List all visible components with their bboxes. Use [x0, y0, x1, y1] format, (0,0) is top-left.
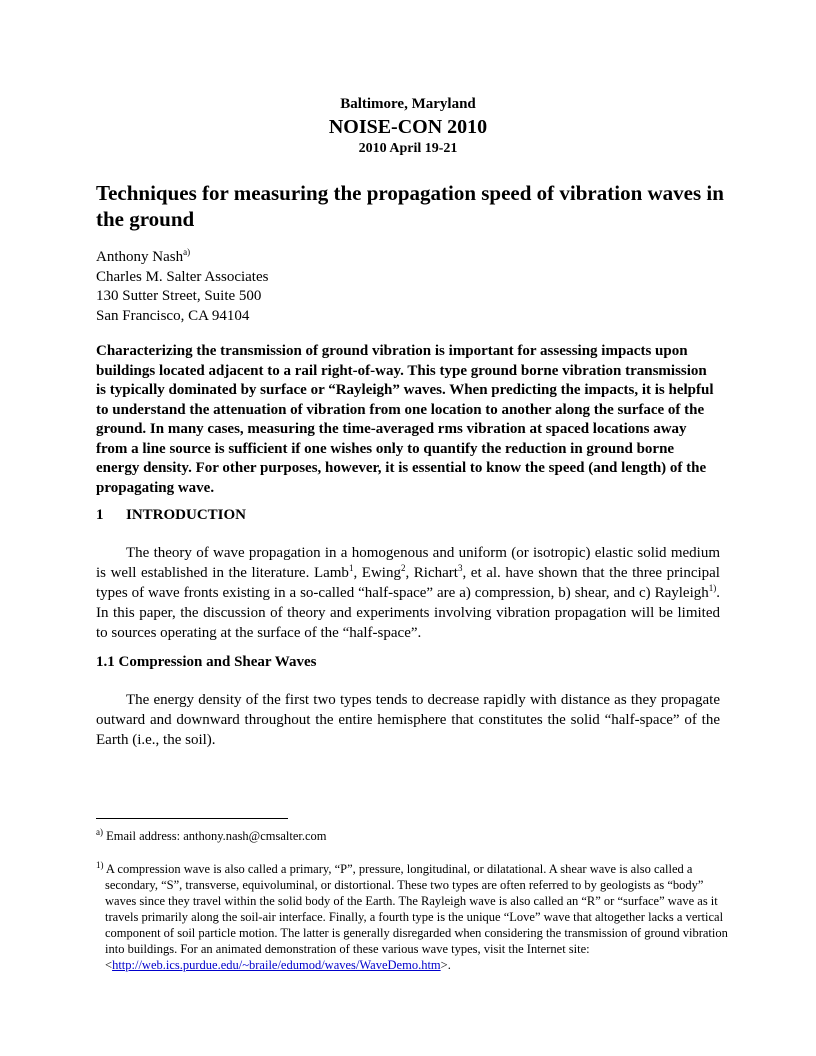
conference-location: Baltimore, Maryland [340, 96, 476, 112]
intro-text-3: , Richart [405, 565, 458, 581]
conference-name: NOISE-CON 2010 [328, 116, 488, 138]
author-street: 130 Sutter Street, Suite 500 [96, 288, 262, 304]
author-footnote-marker: a) [183, 247, 191, 257]
intro-text-2: , Ewing [353, 565, 401, 581]
author-city: San Francisco, CA 94104 [96, 307, 250, 324]
intro-text-1: The theory of wave propagation in a homogenous and uniform (or isotropic) elastic solid medium is well established in the literature. Lamb [96, 545, 720, 581]
intro-text-5: . In this paper, the discussion of theory and experiments involving vibration propagation will be limited to sources operating at the surface of the “half-space”. [96, 585, 720, 641]
paper-title: Techniques for measuring the propagation speed of vibration waves in the ground [96, 181, 724, 231]
footnote-email-text: Email address: anthony.nash@cmsalter.com [103, 829, 327, 843]
section-heading-introduction [96, 507, 246, 524]
footnote-email-marker: a) [96, 826, 103, 837]
footnote-wave-types [96, 861, 729, 973]
section-number: 1 [96, 507, 104, 523]
author-name-line [96, 248, 268, 268]
section-title: INTRODUCTION [126, 507, 247, 523]
author-block [96, 248, 268, 326]
footnote-email [96, 828, 720, 844]
footnote-1-text: A compression wave is also called a primary, “P”, pressure, longitudinal, or dilatational. A shear wave is also called a secondary, “S”, transverse, equivoluminal, or distortional. These two types are often referred to by geologists as “body” waves since they travel within the solid body of the Earth. The Rayleigh wave is also called an “R” or “surface” wave as it travels primarily along the soil-air interface. Finally, a fourth type is the unique “Love” wave that altogether lacks a vertical component of soil particle motion. The latter is generally disregarded when considering the transmission of ground vibration into buildings. For an animated demonstration of these various wave types, visit the Internet site: < [103, 862, 728, 972]
wave-demo-link[interactable]: http://web.ics.purdue.edu/~braile/edumod/waves/WaveDemo.htm [112, 958, 441, 972]
subsection-heading: 1.1 Compression and Shear Waves [96, 654, 317, 670]
intro-text-4: , et al. have shown that the three principal types of wave fronts existing in a so-called “half-space” are a) compression, b) shear, and c) Rayleigh [96, 565, 720, 601]
ref-marker-lamb: 1 [348, 563, 354, 573]
footnote-1-end: >. [440, 958, 451, 972]
footnote-1-marker: 1) [96, 859, 104, 870]
footnote-marker-1: 1) [708, 583, 717, 593]
intro-paragraph [96, 543, 720, 643]
author-affiliation: Charles M. Salter Associates [96, 268, 269, 285]
subsection-paragraph: The energy density of the first two types tends to decrease rapidly with distance as they propagate outward and downward throughout the entire hemisphere that constitutes the solid “half-space” of the Earth (i.e., the soil). [96, 692, 720, 748]
author-name: Anthony Nash [96, 249, 184, 265]
footnote-rule [96, 818, 288, 819]
ref-marker-richart: 3 [457, 563, 463, 573]
conference-dates: 2010 April 19-21 [358, 141, 458, 156]
abstract: Characterizing the transmission of ground vibration is important for assessing impacts upon buildings located adjacent to a rail right-of-way. This type ground borne vibration transmission is typically dominated by surface or “Rayleigh” waves. When predicting the impacts, it is helpful to understand the attenuation of vibration from one location to another along the surface of the ground. In many cases, measuring the time-averaged rms vibration at spaced locations away from a line source is sufficient if one wishes only to quantify the reduction in ground borne energy density. For other purposes, however, it is essential to know the speed (and length) of the propagating wave. [96, 343, 714, 496]
ref-marker-ewing: 2 [400, 563, 406, 573]
